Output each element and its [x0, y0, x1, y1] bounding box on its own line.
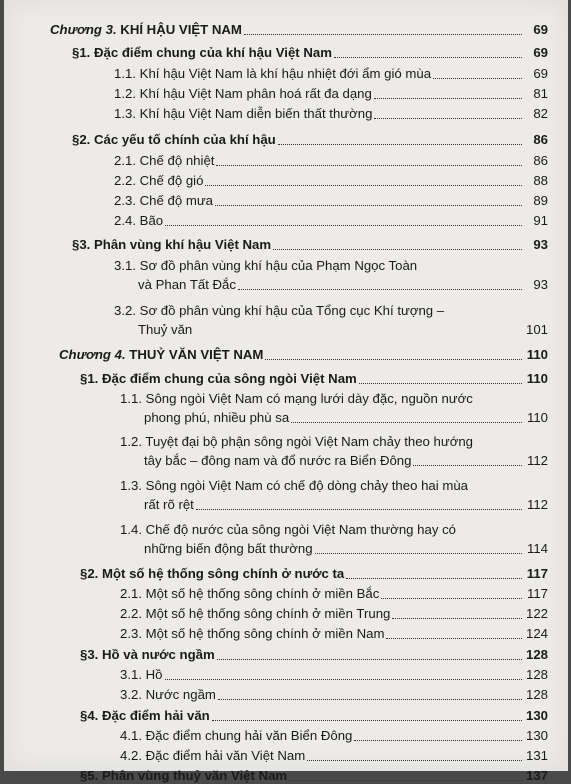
page-number: 128 — [525, 647, 548, 662]
dot-leader — [218, 696, 522, 700]
dot-leader — [238, 286, 522, 290]
dot-leader — [359, 380, 522, 384]
page-number: 69 — [533, 22, 548, 37]
dot-leader — [196, 506, 522, 510]
toc-item-c4-4-2 — [120, 748, 548, 764]
page-number: 117 — [526, 586, 548, 601]
dot-leader — [165, 676, 522, 680]
page-number: 117 — [526, 566, 548, 581]
toc-item-c3-1-1 — [114, 66, 548, 82]
toc-item-c3-1-2 — [114, 86, 548, 102]
toc-item-c3-3-2 — [114, 303, 548, 338]
item-title: 2.3. Một số hệ thống sông chính ở miền Nam — [120, 626, 385, 641]
dot-leader — [433, 75, 522, 79]
dot-leader — [217, 656, 522, 660]
toc-section-c4-5 — [80, 768, 548, 784]
item-title-line2: Thuỷ văn — [138, 322, 193, 337]
dot-leader — [413, 462, 522, 466]
item-title: 2.2. Chế độ gió — [114, 173, 204, 188]
dot-leader — [273, 246, 522, 250]
dot-leader — [205, 182, 522, 186]
page-number: 89 — [533, 193, 548, 208]
dot-leader — [194, 331, 522, 335]
item-title-line2: tây bắc – đông nam và đổ nước ra Biển Đông — [144, 453, 412, 468]
item-title: 4.1. Đặc điểm chung hải văn Biển Đông — [120, 728, 353, 743]
page-number: 93 — [533, 277, 548, 292]
section-title: §2. Một số hệ thống sông chính ở nước ta — [80, 566, 345, 581]
item-title: 1.3. Khí hậu Việt Nam diễn biến thất thường — [114, 106, 373, 121]
page-number: 81 — [533, 86, 548, 101]
item-title-line1: 1.1. Sông ngòi Việt Nam có mạng lưới dày đặc, nguồn nước — [120, 391, 473, 406]
page-number: 69 — [533, 66, 548, 81]
toc-item-c4-2-2 — [120, 606, 548, 622]
toc-section-c4-4 — [80, 708, 548, 724]
toc-item-c3-2-4 — [114, 213, 548, 229]
toc-item-c3-2-1 — [114, 153, 548, 169]
toc-item-c3-2-3 — [114, 193, 548, 209]
page-number: 101 — [525, 322, 548, 337]
toc-item-c4-1-3 — [120, 478, 548, 513]
dot-leader — [381, 595, 522, 599]
dot-leader — [289, 777, 522, 781]
item-title: 2.1. Chế độ nhiệt — [114, 153, 215, 168]
item-title-line2: những biến động bất thường — [144, 541, 313, 556]
page-number: 93 — [533, 237, 548, 252]
item-title: 4.2. Đặc điểm hải văn Việt Nam — [120, 748, 306, 763]
toc-item-c4-1-1 — [120, 391, 548, 426]
page-number: 131 — [525, 748, 548, 763]
item-title: 2.2. Một số hệ thống sông chính ở miền Trung — [120, 606, 391, 621]
section-title: §3. Phân vùng khí hậu Việt Nam — [72, 237, 272, 252]
item-title-line1: 1.4. Chế độ nước của sông ngòi Việt Nam thường hay có — [120, 522, 457, 537]
item-title-line2: phong phú, nhiều phù sa — [144, 410, 290, 425]
item-title-line1: 1.3. Sông ngòi Việt Nam có chế độ dòng chảy theo hai mùa — [120, 478, 468, 493]
toc-item-c4-1-4 — [120, 522, 548, 557]
toc-item-c4-2-3 — [120, 626, 548, 642]
page-number: 114 — [526, 541, 548, 556]
toc-item-c3-1-3 — [114, 106, 548, 122]
section-title: §3. Hồ và nước ngầm — [80, 647, 215, 662]
toc-chapter-4 — [59, 347, 548, 363]
toc-item-c4-1-2 — [120, 434, 548, 469]
dot-leader — [374, 115, 522, 119]
item-title: 1.1. Khí hậu Việt Nam là khí hậu nhiệt đới ẩm gió mùa — [114, 66, 432, 81]
page-number: 112 — [526, 453, 548, 468]
item-title: 2.4. Bão — [114, 213, 164, 228]
item-title: 3.2. Nước ngầm — [120, 687, 216, 702]
toc-chapter-3 — [50, 22, 548, 38]
dot-leader — [278, 141, 522, 145]
chapter-label: Chương 3. — [50, 22, 117, 37]
dot-leader — [215, 202, 522, 206]
dot-leader — [354, 737, 522, 741]
section-title: §4. Đặc điểm hải văn — [80, 708, 210, 723]
dot-leader — [307, 757, 522, 761]
dot-leader — [265, 356, 522, 360]
toc-section-c3-2 — [72, 132, 548, 148]
book-page — [4, 0, 568, 783]
toc-item-c4-3-2 — [120, 687, 548, 703]
page-number: 82 — [533, 106, 548, 121]
section-title: §2. Các yếu tố chính của khí hậu — [72, 132, 276, 147]
dot-leader — [386, 635, 522, 639]
toc-item-c4-4-1 — [120, 728, 548, 744]
item-title: 2.3. Chế độ mưa — [114, 193, 213, 208]
toc-item-c4-2-1 — [120, 586, 548, 602]
item-title-line1: 3.1. Sơ đồ phân vùng khí hậu của Phạm Ngọc Toàn — [114, 258, 418, 273]
toc-section-c4-3 — [80, 647, 548, 663]
page-number: 110 — [526, 371, 548, 386]
section-title: §5. Phân vùng thuỷ văn Việt Nam — [80, 768, 288, 783]
page-number: 86 — [533, 132, 548, 147]
page-number: 122 — [525, 606, 548, 621]
dot-leader — [392, 615, 522, 619]
toc-section-c3-3 — [72, 237, 548, 253]
dot-leader — [346, 575, 522, 579]
page-number: 88 — [533, 173, 548, 188]
page-number: 69 — [533, 45, 548, 60]
toc-section-c4-1 — [80, 371, 548, 387]
section-title: §1. Đặc điểm chung của khí hậu Việt Nam — [72, 45, 332, 60]
item-title-line1: 1.2. Tuyệt đại bộ phận sông ngòi Việt Nam chảy theo hướng — [120, 434, 474, 449]
item-title: 3.1. Hồ — [120, 667, 163, 682]
page-number: 130 — [525, 708, 548, 723]
page-number: 86 — [533, 153, 548, 168]
toc-item-c3-3-1 — [114, 258, 548, 293]
chapter-title: THUỶ VĂN VIỆT NAM — [129, 347, 264, 362]
page-number: 112 — [526, 497, 548, 512]
dot-leader — [212, 717, 522, 721]
page-number: 128 — [525, 667, 548, 682]
dot-leader — [165, 222, 522, 226]
toc-section-c4-2 — [80, 566, 548, 582]
page-number: 124 — [525, 626, 548, 641]
dot-leader — [244, 31, 522, 35]
item-title-line2: và Phan Tất Đắc — [138, 277, 236, 292]
item-title: 2.1. Một số hệ thống sông chính ở miền Bắc — [120, 586, 380, 601]
chapter-label: Chương 4. — [59, 347, 126, 362]
page-number: 128 — [525, 687, 548, 702]
toc-item-c3-2-2 — [114, 173, 548, 189]
item-title-line1: 3.2. Sơ đồ phân vùng khí hậu của Tổng cục Khí tượng – — [114, 303, 445, 318]
section-title: §1. Đặc điểm chung của sông ngòi Việt Nam — [80, 371, 357, 386]
dot-leader — [374, 95, 522, 99]
page-number: 91 — [533, 213, 548, 228]
page-number: 130 — [525, 728, 548, 743]
page-number: 110 — [526, 347, 548, 362]
page-number: 137 — [525, 768, 548, 783]
dot-leader — [334, 54, 522, 58]
page-number: 110 — [526, 410, 548, 425]
chapter-title: KHÍ HẬU VIỆT NAM — [120, 22, 242, 37]
item-title: 1.2. Khí hậu Việt Nam phân hoá rất đa dạng — [114, 86, 372, 101]
toc-section-c3-1 — [72, 45, 548, 61]
dot-leader — [291, 419, 522, 423]
dot-leader — [315, 550, 522, 554]
dot-leader — [216, 162, 522, 166]
item-title-line2: rất rõ rệt — [144, 497, 194, 512]
toc-item-c4-3-1 — [120, 667, 548, 683]
